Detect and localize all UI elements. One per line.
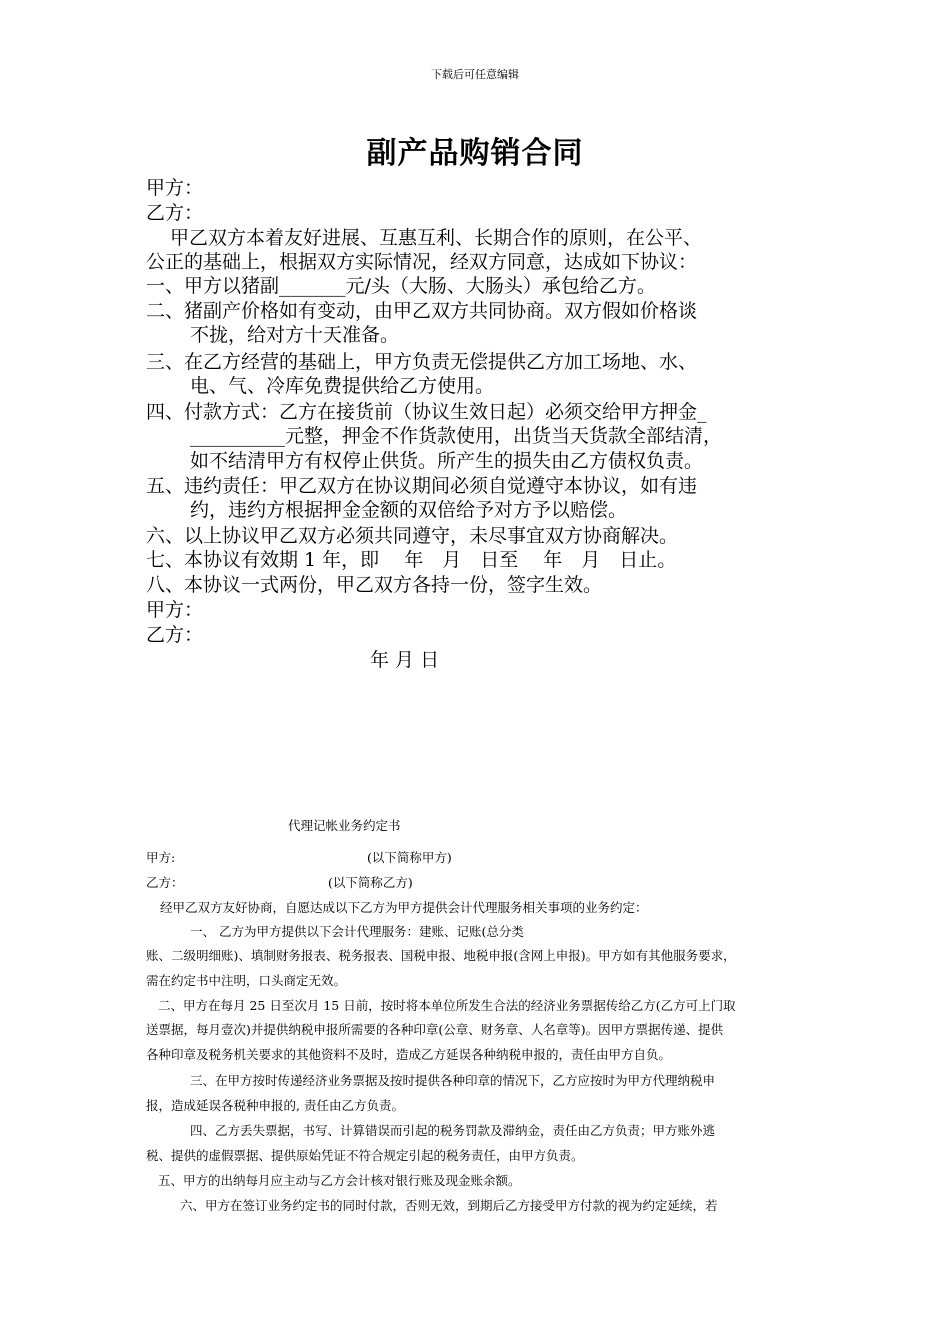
party-a-label: 甲方：: [146, 177, 204, 199]
agreement-title: 代理记帐业务约定书: [288, 818, 401, 833]
party-b-note: (以下简称乙方): [328, 875, 413, 890]
clause-7: 七、本协议有效期 1 年，即 年 月 日至 年 月 日止。: [146, 549, 677, 571]
clause-1: 一、甲方以猪副_______元/头（大肠、大肠头）承包给乙方。: [146, 275, 656, 297]
signature-date: 年 月 日: [370, 649, 440, 671]
agreement-clause-2-cont: 各种印章及税务机关要求的其他资料不及时，造成乙方延误各种纳税申报的，责任由甲方自负。: [146, 1047, 672, 1062]
page-header: 下载后可任意编辑: [431, 68, 519, 81]
agreement-clause-5: 五、甲方的出纳每月应主动与乙方会计核对银行账及现金账余额。: [158, 1173, 521, 1188]
agreement-clause-3: 三、在甲方按时传递经济业务票据及按时提供各种印章的情况下，乙方应按时为甲方代理纳税申: [190, 1073, 716, 1088]
agreement-clause-3-cont: 报，造成延误各税种申报的, 责任由乙方负责。: [146, 1098, 404, 1113]
clause-2: 二、猪副产价格如有变动，由甲乙双方共同协商。双方假如价格谈: [146, 300, 698, 322]
agreement-clause-4: 四、乙方丢失票据，书写、计算错误而引起的税务罚款及滞纳金，责任由乙方负责；甲方账外逃: [190, 1123, 716, 1138]
agreement-intro: 经甲乙双方友好协商，自愿达成以下乙方为甲方提供会计代理服务相关事项的业务约定：: [160, 900, 648, 915]
party-b-label: 乙方：: [146, 875, 184, 890]
agreement-clause-2-cont: 送票据，每月壹次)并提供纳税申报所需要的各种印章(公章、财务章、人名章等)。因甲方票据传递、提供: [146, 1022, 724, 1037]
party-a-note: (以下简称甲方): [367, 850, 452, 865]
agreement-clause-1: 一、 乙方为甲方提供以下会计代理服务：建账、记账(总分类: [190, 924, 524, 939]
clause-6: 六、以上协议甲乙双方必须共同遵守，未尽事宜双方协商解决。: [146, 525, 679, 547]
agreement-clause-1-cont: 账、二级明细账)、填制财务报表、税务报表、国税申报、地税申报(含网上申报)。甲方如有其他服务要求，: [146, 948, 736, 963]
agreement-clause-2: 二、甲方在每月 25 日至次月 15 日前，按时将本单位所发生合法的经济业务票据传给乙方(乙方可上门取: [158, 998, 736, 1013]
contract-title: 副产品购销合同: [366, 136, 584, 171]
party-b-label: 乙方：: [146, 202, 204, 224]
clause-3: 三、在乙方经营的基础上，甲方负责无偿提供乙方加工场地、水、: [146, 351, 698, 373]
agreement-clause-1-cont: 需在约定书中注明，口头商定无效。: [146, 973, 347, 988]
clause-5-cont: 约，违约方根据押金金额的双倍给予对方予以赔偿。: [190, 499, 628, 521]
party-a-label: 甲方:: [146, 850, 176, 865]
signature-party-a: 甲方：: [146, 599, 204, 621]
clause-4-cont: __________元整，押金不作货款使用，出货当天货款全部结清，: [190, 425, 723, 447]
agreement-clause-6: 六、甲方在签订业务约定书的同时付款，否则无效，到期后乙方接受甲方付款的视为约定延续，若: [180, 1198, 718, 1213]
clause-3-cont: 电、气、冷库免费提供给乙方使用。: [190, 375, 495, 397]
clause-5: 五、违约责任：甲乙双方在协议期间必须自觉遵守本协议，如有违: [146, 475, 698, 497]
clause-8: 八、本协议一式两份，甲乙双方各持一份，签字生效。: [146, 574, 603, 596]
clause-2-cont: 不拢，给对方十天准备。: [190, 324, 400, 346]
agreement-clause-4-cont: 税、提供的虚假票据、提供原始凭证不符合规定引起的税务责任，由甲方负责。: [146, 1148, 584, 1163]
clause-4: 四、付款方式：乙方在接货前（协议生效日起）必须交给甲方押金_: [146, 401, 707, 423]
signature-party-b: 乙方：: [146, 624, 204, 646]
clause-4-cont: 如不结清甲方有权停止供货。所产生的损失由乙方债权负责。: [190, 450, 704, 472]
intro-line: 公正的基础上，根据双方实际情况，经双方同意，达成如下协议：: [146, 251, 698, 273]
intro-line: 甲乙双方本着友好进展、互惠互利、长期合作的原则，在公平、: [170, 227, 703, 249]
